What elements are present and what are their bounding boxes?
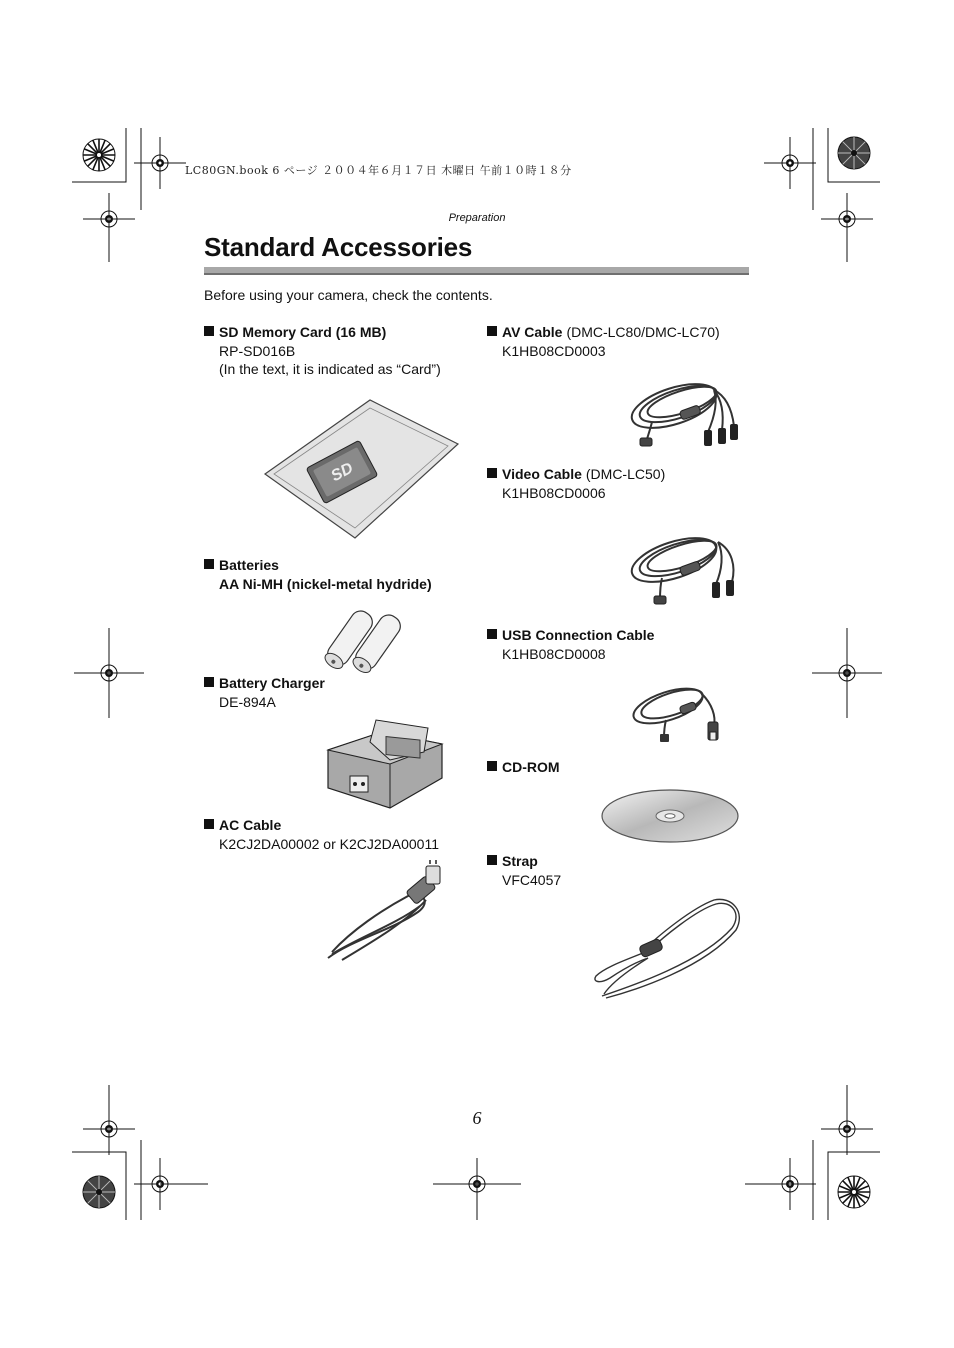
item-model: K2CJ2DA00002 or K2CJ2DA00011 <box>219 835 439 852</box>
video-cable-icon <box>622 520 746 608</box>
accessory-battery-charger <box>204 674 325 711</box>
item-type: AA Ni-MH (nickel-metal hydride) <box>219 575 432 592</box>
item-name: AC Cable <box>219 817 282 833</box>
sd-logo-text: SD <box>328 459 357 486</box>
bullet-icon <box>487 326 497 336</box>
ac-cable-icon <box>322 860 452 964</box>
item-models-note: (DMC-LC80/DMC-LC70) <box>566 324 720 340</box>
item-models-note: (DMC-LC50) <box>585 466 666 482</box>
intro-text: Before using your camera, check the contents. <box>204 287 493 303</box>
bullet-icon <box>487 629 497 639</box>
sd-card-icon <box>260 396 460 544</box>
item-name: Strap <box>502 853 538 869</box>
strap-icon <box>592 898 742 1002</box>
usb-cable-icon <box>626 676 746 744</box>
battery-charger-icon <box>324 712 448 812</box>
item-name: AV Cable <box>502 324 563 340</box>
item-model: K1HB08CD0006 <box>502 484 606 501</box>
item-name: USB Connection Cable <box>502 627 655 643</box>
item-name: SD Memory Card (16 MB) <box>219 324 387 340</box>
item-model: K1HB08CD0008 <box>502 645 606 662</box>
accessory-strap <box>487 852 561 889</box>
item-name: Video Cable <box>502 466 582 482</box>
item-name: Batteries <box>219 557 279 573</box>
accessory-video-cable <box>487 465 665 502</box>
accessory-usb-cable <box>487 626 654 663</box>
av-cable-icon <box>622 370 746 452</box>
accessory-sd-memory-card <box>204 323 441 379</box>
bullet-icon <box>204 559 214 569</box>
page-number: 6 <box>472 1108 482 1128</box>
cd-rom-icon <box>600 788 740 844</box>
title-underline <box>204 267 749 275</box>
print-header: LC80GN.book 6 ページ ２００４年６月１７日 木曜日 午前１０時１８分 <box>185 164 572 177</box>
item-name: Battery Charger <box>219 675 325 691</box>
item-model: K1HB08CD0003 <box>502 342 606 359</box>
bullet-icon <box>487 855 497 865</box>
bullet-icon <box>204 819 214 829</box>
bullet-icon <box>487 468 497 478</box>
bullet-icon <box>204 326 214 336</box>
item-model: VFC4057 <box>502 871 562 888</box>
page-title: Standard Accessories <box>204 232 473 262</box>
item-model: DE-894A <box>219 693 276 710</box>
bullet-icon <box>204 677 214 687</box>
accessory-ac-cable <box>204 816 439 853</box>
item-name: CD-ROM <box>502 759 560 775</box>
section-label: Preparation <box>448 212 506 224</box>
bullet-icon <box>487 761 497 771</box>
item-note: (In the text, it is indicated as “Card”) <box>219 361 441 377</box>
item-model: RP-SD016B <box>219 342 296 359</box>
accessory-av-cable <box>487 323 720 360</box>
batteries-icon <box>322 602 418 666</box>
accessory-cd-rom <box>487 758 560 777</box>
accessory-batteries <box>204 556 432 593</box>
